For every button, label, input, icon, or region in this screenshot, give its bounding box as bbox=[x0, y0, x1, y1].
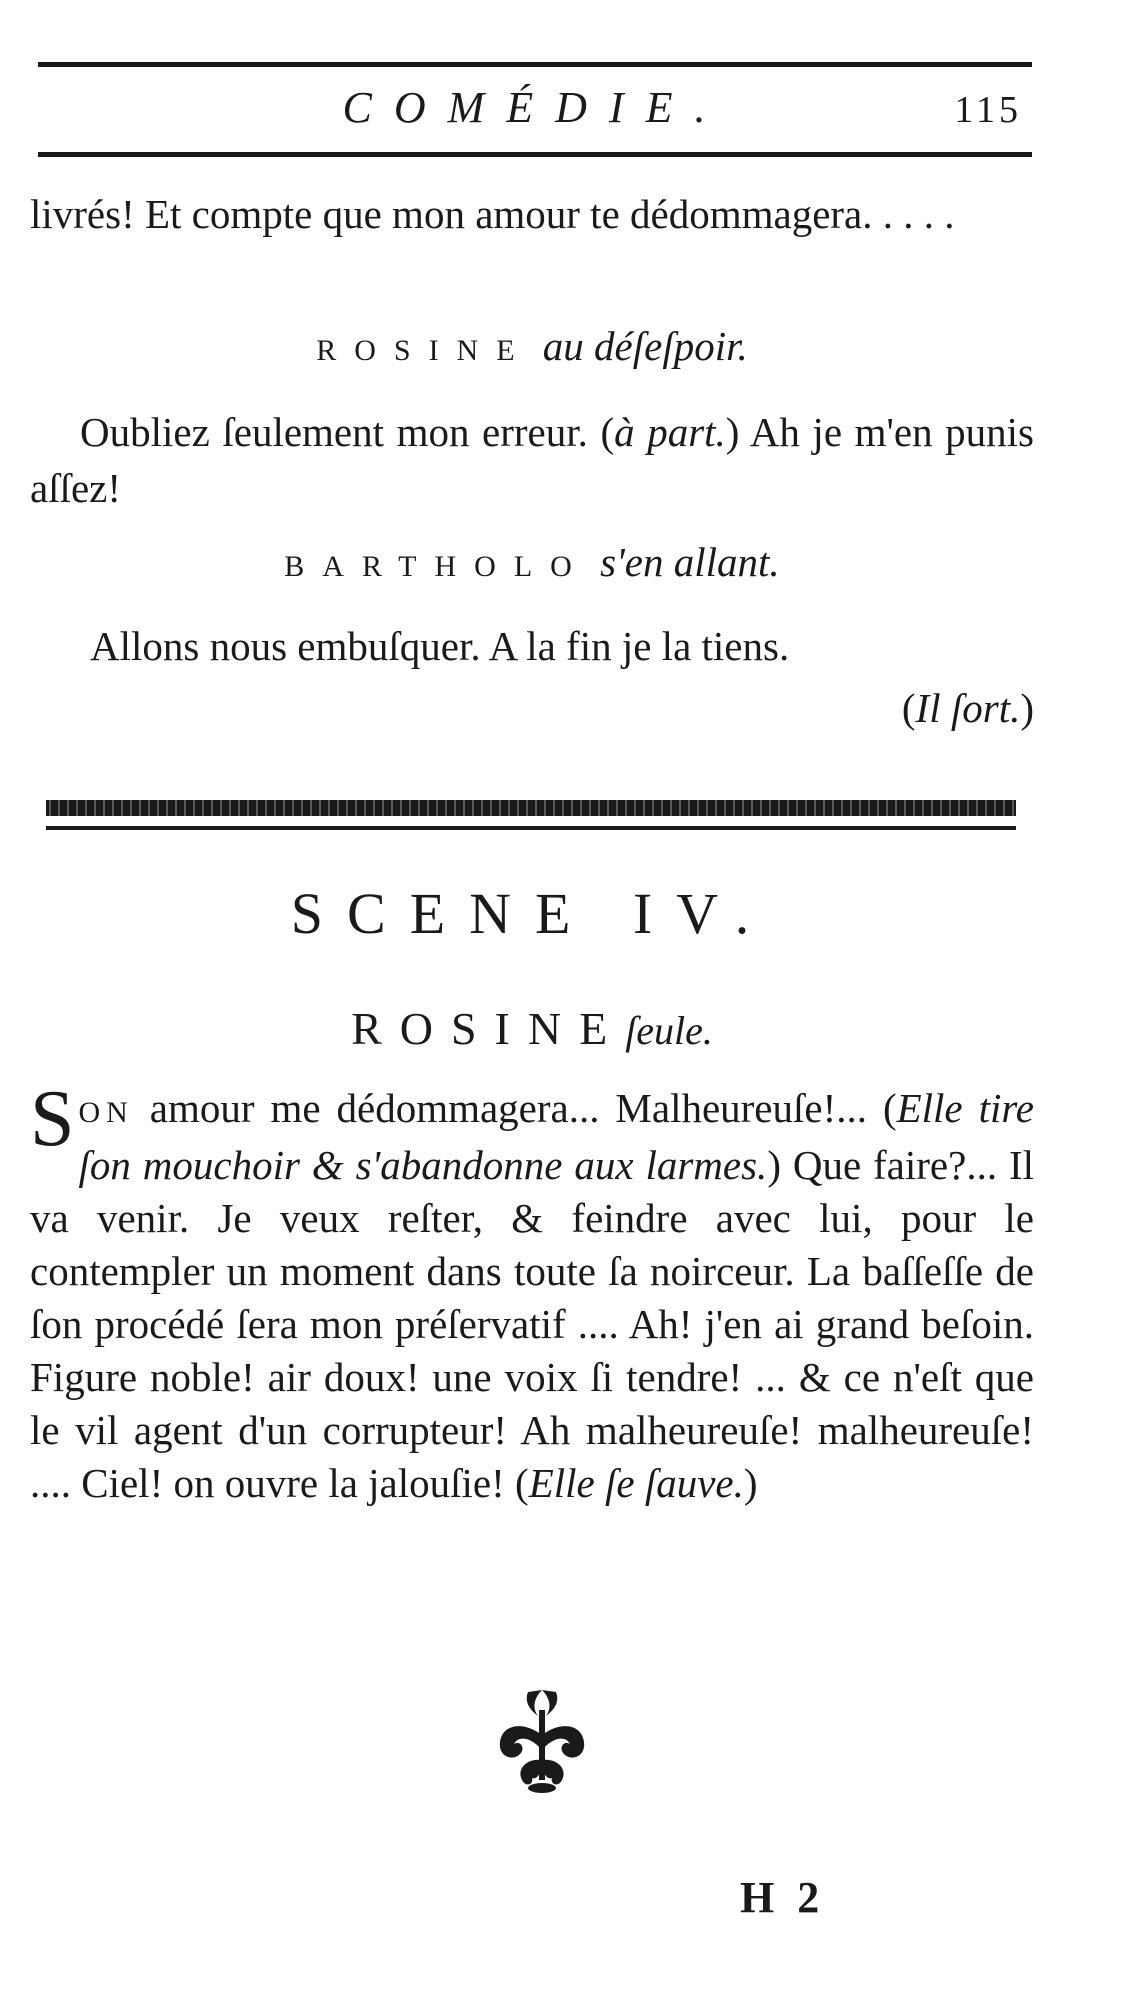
paren-open: ( bbox=[515, 1460, 529, 1506]
exit-direction bbox=[902, 684, 1034, 732]
signature-mark: H 2 bbox=[740, 1873, 826, 1922]
speaker-line-bartholo bbox=[30, 538, 1034, 586]
monologue-line1: amour me dédommagera... Malheureuſe!... bbox=[133, 1085, 867, 1131]
first-word-rest: ON bbox=[78, 1096, 134, 1129]
paren-close: ) bbox=[767, 1142, 781, 1188]
paren-close: ) bbox=[1020, 685, 1034, 731]
paren-open: ( bbox=[882, 1085, 897, 1131]
page-number: 115 bbox=[954, 89, 1022, 131]
stage-direction: Elle ſe ſauve. bbox=[528, 1460, 744, 1506]
paren-open: ( bbox=[901, 685, 916, 731]
running-title: COMÉDIE. bbox=[342, 83, 728, 132]
scene-title: SCENE IV. bbox=[290, 881, 774, 946]
stage-direction: s'en allant. bbox=[600, 539, 780, 585]
speech-text: Oubliez ſeulement mon erreur. ( bbox=[80, 409, 615, 455]
top-rule bbox=[38, 62, 1032, 67]
continuation-text: livrés! Et compte que mon amour te dédommagera. . . . . bbox=[30, 191, 955, 237]
speaker-name: ROSINE bbox=[351, 1003, 626, 1054]
scene-rule bbox=[46, 826, 1016, 830]
speaker-name: ROSINE bbox=[316, 334, 533, 367]
continuation-paragraph bbox=[30, 186, 1034, 242]
head-rule bbox=[38, 152, 1032, 157]
bartholo-speech bbox=[30, 618, 1034, 674]
drop-cap: S bbox=[30, 1075, 75, 1163]
fleuron-ornament bbox=[472, 1680, 612, 1800]
monologue-body: Que faire?... Il va venir. Je veux reſter, & feindre avec lui, pour le contempler un moment dans toute ſa noirceur. La baſſeſſe de ſon procédé ſera mon préſervatif .... Ah! j'en ai grand beſoin. Figure noble! air doux! une voix ſi tendre! ... & ce n'eſt que le vil agent d'un corrupteur! Ah malheureuſe! malheureuſe! .... Ciel! on ouvre la jalouſie! bbox=[30, 1142, 1034, 1506]
paren-close: ) bbox=[743, 1460, 758, 1506]
speaker-name: BARTHOLO bbox=[284, 550, 590, 583]
monologue bbox=[30, 1075, 1034, 1510]
speaker-direction: ſeule. bbox=[625, 1008, 713, 1053]
scene-speaker bbox=[30, 1002, 1034, 1055]
running-head bbox=[38, 78, 1032, 138]
aside-direction: à part. bbox=[614, 409, 726, 455]
exit-text: Il ſort. bbox=[915, 685, 1021, 731]
ornament-band bbox=[46, 800, 1016, 816]
stage-direction: au déſeſpoir. bbox=[542, 323, 748, 369]
speaker-line-rosine bbox=[30, 322, 1034, 370]
stage-direction: Elle tire ſon mouchoir & s'abandonne aux larmes. bbox=[78, 1085, 1034, 1188]
speech-text: Allons nous embuſquer. A la fin je la tiens. bbox=[90, 623, 790, 669]
rosine-speech bbox=[30, 404, 1034, 516]
speech-text-end: ) Ah je m'en punis aſſez! bbox=[30, 409, 1034, 511]
